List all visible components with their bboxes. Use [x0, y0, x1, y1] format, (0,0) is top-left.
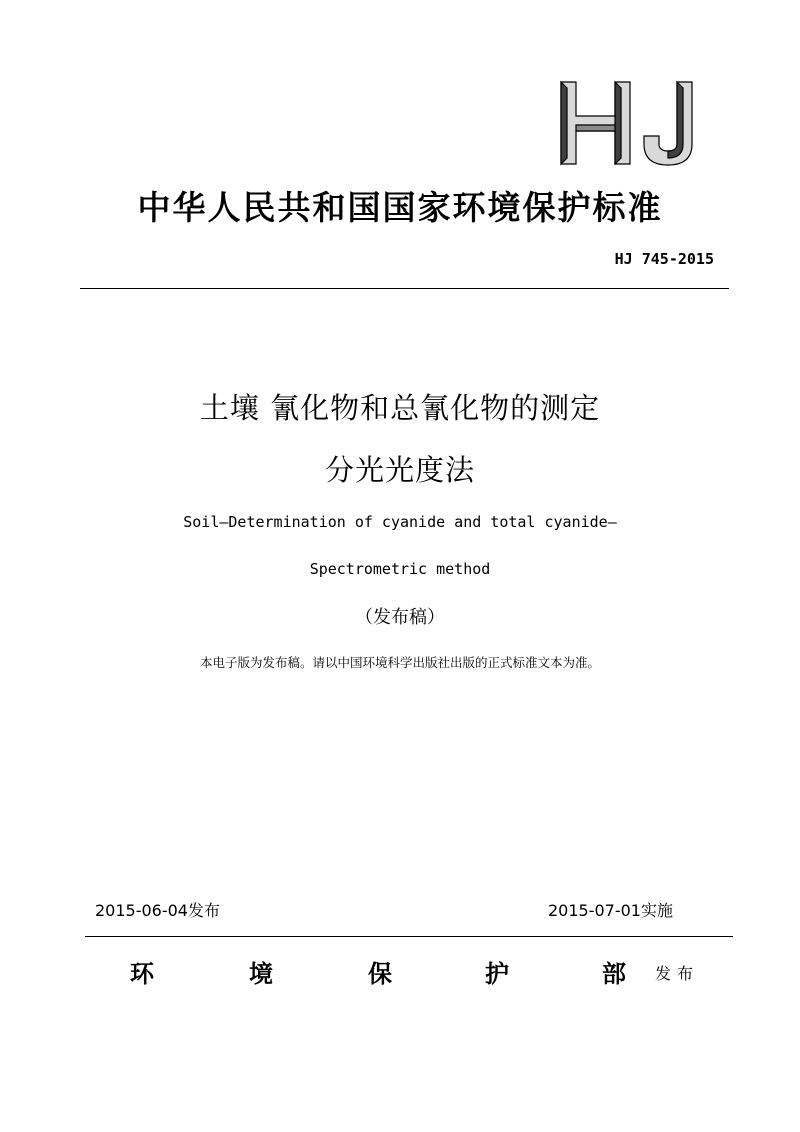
publisher-char-3: 保 — [368, 959, 392, 988]
effective-date: 2015-07-01实施 — [548, 901, 673, 920]
bottom-divider — [85, 936, 733, 937]
publisher-char-5: 部 — [602, 959, 626, 988]
issuing-organization: 中华人民共和国国家环境保护标准 — [137, 188, 663, 227]
standard-number: HJ 745-2015 — [614, 250, 714, 268]
publisher-char-4: 护 — [485, 959, 509, 988]
publisher-action: 发布 — [655, 964, 700, 983]
publisher-char-1: 环 — [130, 959, 154, 988]
title-english-line1: Soil—Determination of cyanide and total cyanide— — [183, 513, 617, 531]
title-chinese-line1: 土壤 氰化物和总氰化物的测定 — [199, 391, 601, 425]
draft-label: （发布稿） — [355, 607, 445, 628]
electronic-version-notice: 本电子版为发布稿。请以中国环境科学出版社出版的正式标准文本为准。 — [199, 655, 600, 670]
title-english-line2: Spectrometric method — [309, 560, 491, 578]
hj-logo — [553, 78, 703, 168]
publisher-char-2: 境 — [249, 959, 273, 988]
issue-date: 2015-06-04发布 — [95, 901, 220, 920]
title-chinese-line2: 分光光度法 — [324, 453, 475, 487]
top-divider — [80, 288, 729, 289]
